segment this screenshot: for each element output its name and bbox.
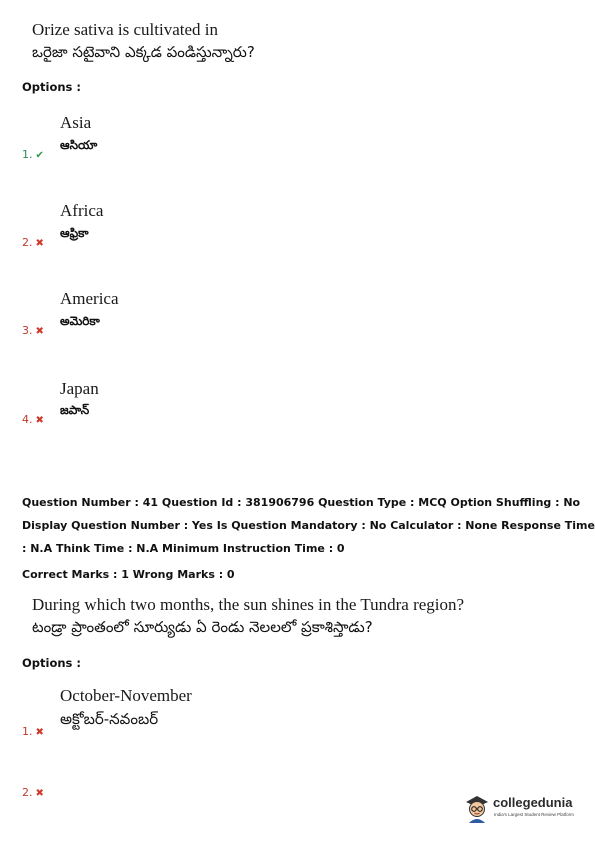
question-meta-line-3: : N.A Think Time : N.A Minimum Instruction Time : 0 bbox=[22, 542, 345, 555]
option-3-number bbox=[22, 324, 44, 337]
options-label: Options : bbox=[22, 656, 81, 670]
question-meta-line-1: Question Number : 41 Question Id : 381906796 Question Type : MCQ Option Shuffling : No bbox=[22, 496, 581, 509]
cross-icon: ✖ bbox=[35, 415, 44, 426]
option-1-number bbox=[22, 725, 44, 738]
check-icon: ✔ bbox=[35, 150, 44, 161]
option-2-number-label: 2. bbox=[22, 236, 33, 249]
option-1-text-en: October-November bbox=[60, 686, 192, 705]
option-4-text-en: Japan bbox=[60, 379, 99, 398]
option-4-number bbox=[22, 413, 44, 426]
option-2-text-en: Africa bbox=[60, 201, 104, 220]
logo-tagline: India's Largest Student Review Platform bbox=[494, 812, 574, 817]
option-2-text-te: ఆఫ్రికా bbox=[60, 226, 89, 240]
option-3-number-label: 3. bbox=[22, 324, 33, 337]
cross-icon: ✖ bbox=[35, 788, 44, 799]
option-1-number-label: 1. bbox=[22, 148, 33, 161]
question-text-en: During which two months, the sun shines in the Tundra region? bbox=[32, 595, 465, 614]
cross-icon: ✖ bbox=[35, 326, 44, 337]
logo-wordmark: collegedunia bbox=[493, 795, 573, 810]
option-1-text-te: ఆసియా bbox=[60, 138, 98, 152]
option-1-text-te: అక్టోబర్-నవంబర్ bbox=[60, 710, 159, 728]
collegedunia-logo bbox=[462, 790, 582, 830]
question-meta-line-2: Display Question Number : Yes Is Question Mandatory : No Calculator : None Response Time bbox=[22, 519, 595, 532]
option-1-number bbox=[22, 148, 44, 161]
question-text-en: Orize sativa is cultivated in bbox=[32, 20, 218, 39]
option-1-number-label: 1. bbox=[22, 725, 33, 738]
option-2-number bbox=[22, 786, 44, 799]
cross-icon: ✖ bbox=[35, 727, 44, 738]
student-avatar-icon bbox=[462, 790, 492, 824]
cross-icon: ✖ bbox=[35, 238, 44, 249]
option-3-text-te: అమెరికా bbox=[60, 314, 100, 328]
option-4-text-te: జపాన్ bbox=[60, 403, 90, 417]
option-3-text-en: America bbox=[60, 289, 119, 308]
option-2-number bbox=[22, 236, 44, 249]
option-2-number-label: 2. bbox=[22, 786, 33, 799]
question-text-te: ఒరైజా సటైవాని ఎక్కడ పండిస్తున్నారు? bbox=[32, 43, 255, 61]
option-4-number-label: 4. bbox=[22, 413, 33, 426]
question-marks: Correct Marks : 1 Wrong Marks : 0 bbox=[22, 568, 235, 581]
options-label: Options : bbox=[22, 80, 81, 94]
question-text-te: టండ్రా ప్రాంతంలో సూర్యుడు ఏ రెండు నెలలలో ప్రకాశిస్తాడు? bbox=[32, 618, 373, 636]
option-1-text-en: Asia bbox=[60, 113, 92, 132]
